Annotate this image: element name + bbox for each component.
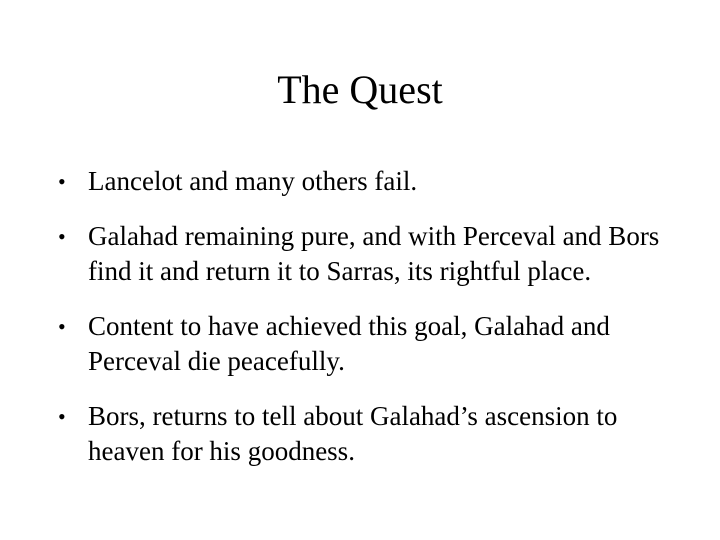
bullet-icon: • xyxy=(58,169,66,194)
bullet-item xyxy=(58,219,678,289)
bullet-list xyxy=(58,164,678,489)
bullet-item xyxy=(58,309,678,379)
bullet-icon: • xyxy=(58,404,66,429)
bullet-icon: • xyxy=(58,314,66,339)
bullet-text: Content to have achieved this goal, Galahad and Perceval die peacefully. xyxy=(88,311,610,376)
bullet-item xyxy=(58,164,678,199)
bullet-text: Galahad remaining pure, and with Perceval and Bors find it and return it to Sarras, its rightful place. xyxy=(88,221,660,286)
bullet-text: Lancelot and many others fail. xyxy=(88,166,418,196)
slide-title: The Quest xyxy=(277,67,443,112)
bullet-item xyxy=(58,399,678,469)
bullet-icon: • xyxy=(58,224,66,249)
bullet-text: Bors, returns to tell about Galahad’s ascension to heaven for his goodness. xyxy=(88,401,618,466)
